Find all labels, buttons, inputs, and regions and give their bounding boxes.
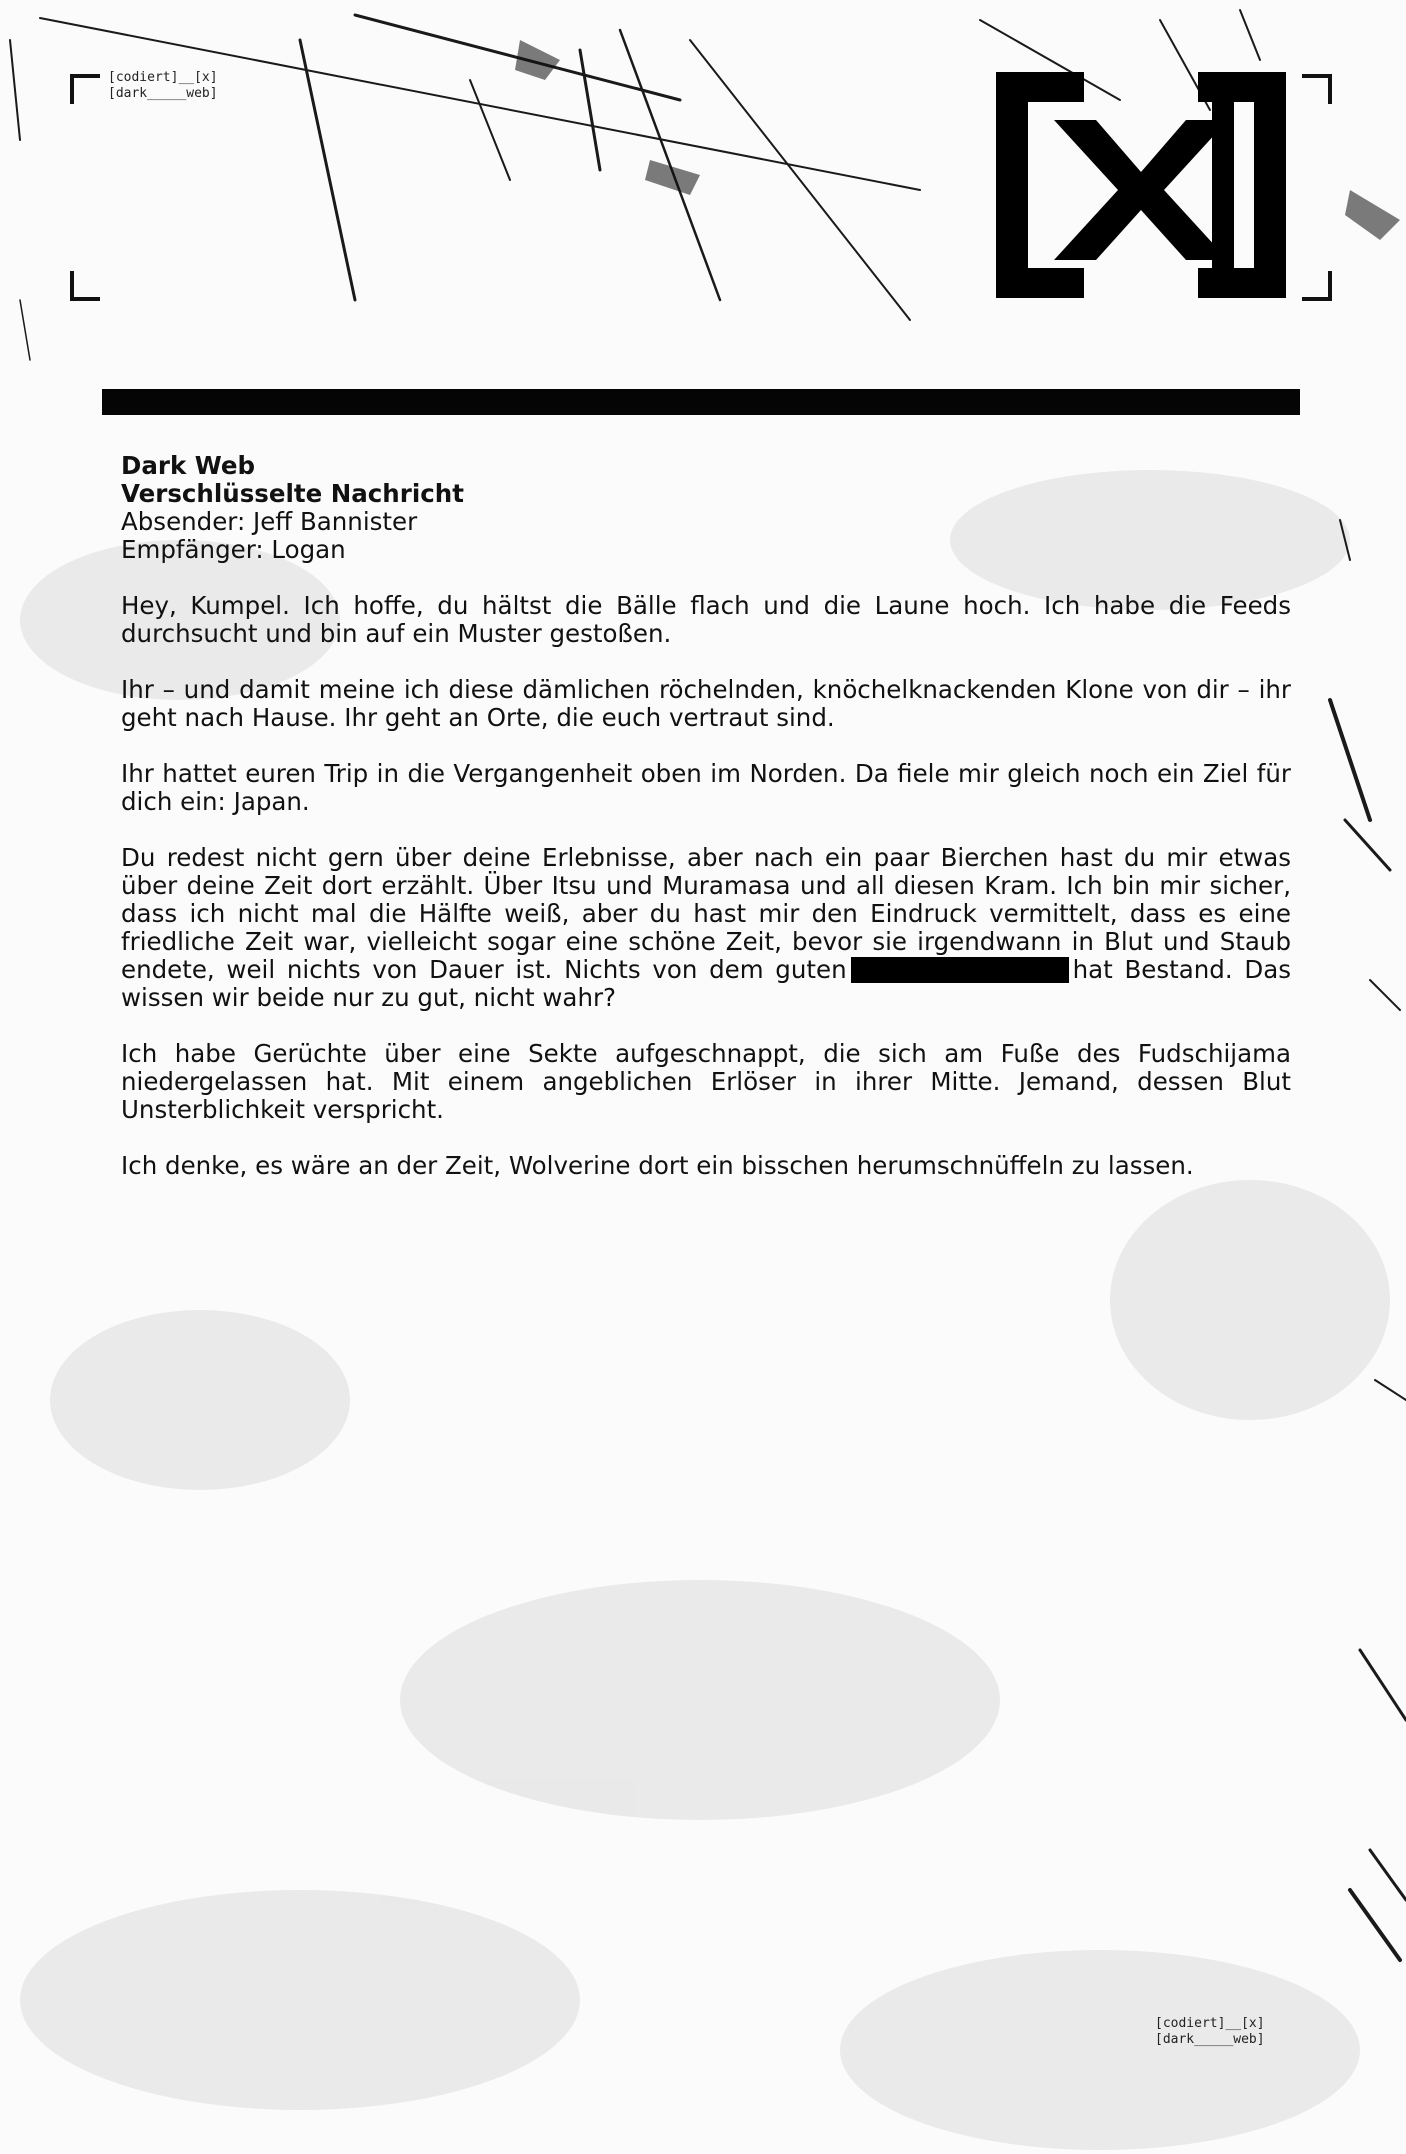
frame-corner-top-right [1302,74,1332,104]
redaction-block [851,957,1069,983]
paragraph: Ich denke, es wäre an der Zeit, Wolverine dort ein bisschen herumschnüffeln zu lassen. [121,1151,1194,1180]
paragraph: Hey, Kumpel. Ich hoffe, du hältst die Bälle flach und die Laune hoch. Ich habe die Feeds durchsucht und bin auf ein Muster gestoßen. [121,591,1291,648]
code-tag-top: [codiert]__[x] [dark_____web] [108,70,218,101]
message-body [121,452,1291,1180]
frame-corner-bottom-left [70,271,100,301]
paragraph: Ich habe Gerüchte über eine Sekte aufgeschnappt, die sich am Fuße des Fudschijama niedergelassen hat. Mit einem angeblichen Erlöser in ihrer Mitte. Jemand, dessen Blut Unsterblichkeit verspricht. [121,1039,1291,1124]
paragraph: Ihr – und damit meine ich diese dämlichen röchelnden, knöchelknackenden Klone von dir – ihr geht nach Hause. Ihr geht an Orte, die euch vertraut sind. [121,675,1291,732]
paragraph-part: hat Bestand. Das wissen wir beide nur zu gut, nicht wahr? [121,955,1292,1012]
paragraph-with-redaction [121,844,1291,1012]
header-bar [102,389,1300,415]
message-subtitle: Verschlüsselte Nachricht [121,479,464,508]
paragraph: Ihr hattet euren Trip in die Vergangenheit oben im Norden. Da fiele mir gleich noch ein Ziel für dich ein: Japan. [121,759,1291,816]
paragraph-part: Du redest nicht gern über deine Erlebnisse, aber nach ein paar Bierchen hast du mir etwas über deine Zeit dort erzählt. Über Itsu und Muramasa und all diesen Kram. Ich bin mir sicher, dass ich nicht mal die Hälfte weiß, aber du hast mir den Eindruck vermittelt, dass es eine friedliche Zeit war, vielleicht sogar eine schöne Zeit, bevor sie irgendwann in Blut und Staub endete, weil nichts von Dauer ist. Nichts von dem guten [121,843,1291,984]
code-tag-bottom: [codiert]__[x] [dark_____web] [1155,2016,1265,2047]
message-title: Dark Web [121,451,256,480]
message-recipient: Empfänger: Logan [121,535,346,564]
frame-corner-bottom-right [1302,271,1332,301]
message-sender: Absender: Jeff Bannister [121,507,418,536]
x-bracket-logo [996,72,1286,298]
frame-corner-top-left [70,74,100,104]
